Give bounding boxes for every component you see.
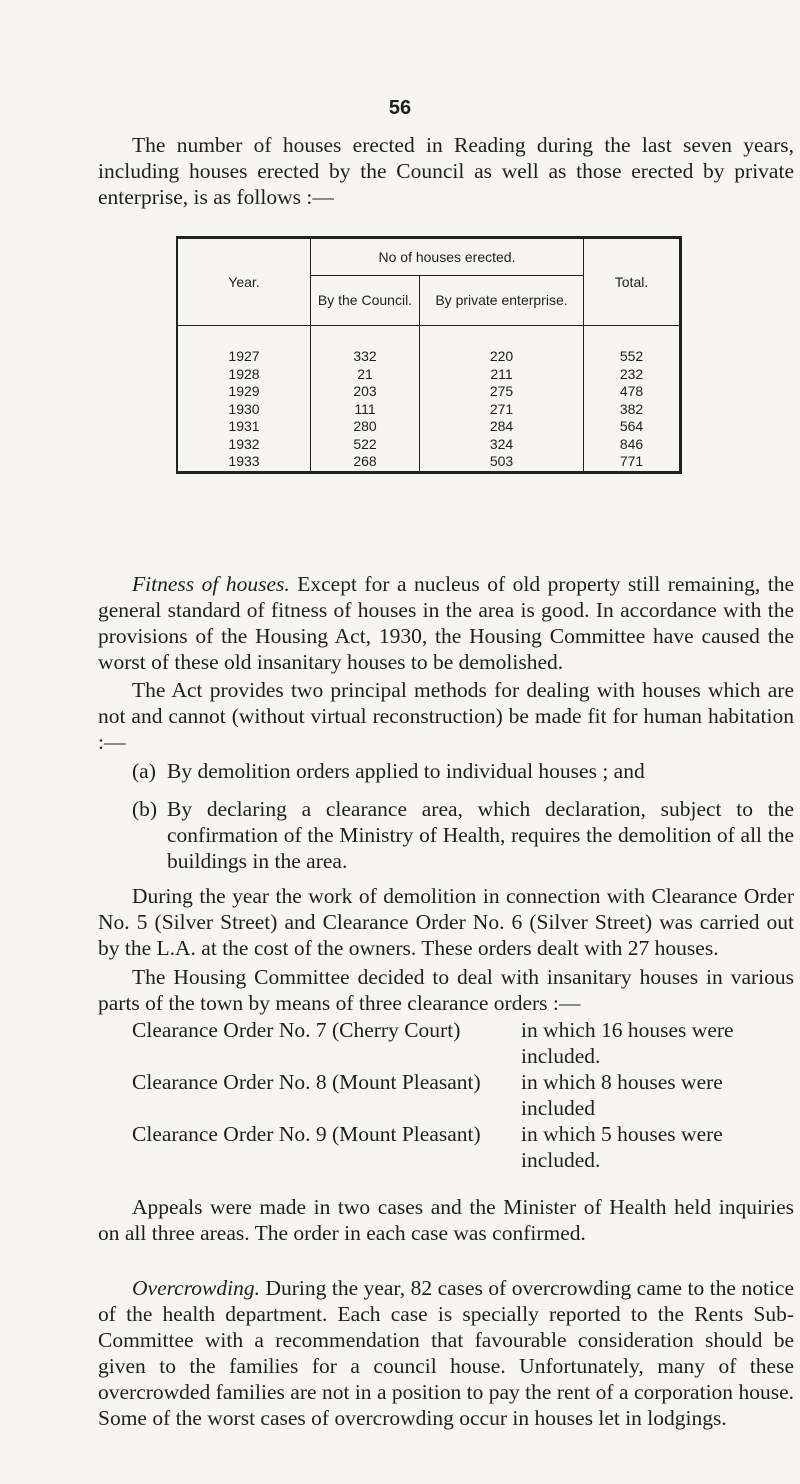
clearance-order-detail: in which 5 houses were included. — [521, 1122, 723, 1172]
cell-private: 284 — [420, 418, 584, 436]
cell-private: 271 — [420, 401, 584, 419]
method-marker: (a) — [132, 759, 156, 783]
demolition-paragraph: During the year the work of demolition in connection with Clearance Order No. 5 (Silver Street) and Clearance Order No. 6 (Silver Street) was carried out by the L.A. at the cost of the owners. These orders dealt with 27 houses. — [98, 884, 794, 960]
table-row — [177, 366, 681, 384]
cell-council: 111 — [311, 401, 420, 419]
cell-total: 232 — [584, 366, 681, 384]
clearance-order-detail: in which 16 houses were included. — [521, 1018, 734, 1068]
header-by-council: By the Council. — [311, 276, 420, 326]
cell-private: 220 — [420, 326, 584, 366]
cell-private: 211 — [420, 366, 584, 384]
appeals-paragraph: Appeals were made in two cases and the Minister of Health held inquiries on all three areas. The order in each case was confirmed. — [98, 1195, 794, 1245]
header-year: Year. — [177, 238, 311, 326]
method-text: By declaring a clearance area, which declaration, subject to the confirmation of the Ministry of Health, requires the demolition of all the buildings in the area. — [167, 797, 794, 873]
fitness-paragraph — [98, 571, 794, 675]
cell-council: 203 — [311, 383, 420, 401]
houses-erected-table — [176, 236, 682, 474]
table-row — [177, 453, 681, 472]
clearance-order-row — [132, 1069, 794, 1121]
clearance-order-row — [132, 1121, 794, 1173]
overcrowding-text: During the year, 82 cases of overcrowding came to the notice of the health department. Each case is specially reported to the Rents Sub-Committee with a recommendation that favourable consideration should be given to the families for a council house. Unfortunately, many of these overcrowded families are not in a position to pay the rent of a corporation house. Some of the worst cases of overcrowding occur in houses let in lodgings. — [98, 1276, 794, 1430]
cell-total: 382 — [584, 401, 681, 419]
cell-private: 324 — [420, 436, 584, 454]
table-row — [177, 418, 681, 436]
cell-council: 21 — [311, 366, 420, 384]
cell-year: 1930 — [228, 400, 260, 417]
clearance-order-name: Clearance Order No. 8 (Mount Pleasant) — [132, 1070, 481, 1094]
cell-council: 268 — [311, 453, 420, 472]
clearance-orders-list — [132, 1017, 794, 1173]
overcrowding-paragraph — [98, 1275, 794, 1431]
cell-year: 1932 — [228, 435, 260, 452]
fitness-text: Except for a nucleus of old property still remaining, the general standard of fitness of houses in the area is good. In accordance with the provisions of the Housing Act, 1930, the Housing Committee have caused the worst of these old insanitary houses to be demolished. — [98, 572, 794, 674]
cell-council: 332 — [311, 326, 420, 366]
housing-committee-paragraph: The Housing Committee decided to deal with insanitary houses in various parts of the town by means of three clearance orders :— — [98, 965, 794, 1015]
method-item — [132, 796, 794, 874]
overcrowding-heading: Overcrowding. — [132, 1276, 260, 1300]
header-by-private: By private enterprise. — [420, 276, 584, 326]
act-methods-paragraph: The Act provides two principal methods for dealing with houses which are not and cannot (without virtual reconstruction) be made fit for human habitation :— — [98, 678, 794, 754]
cell-private: 275 — [420, 383, 584, 401]
header-houses-erected: No of houses erected. — [311, 238, 584, 276]
method-item — [132, 758, 794, 784]
cell-year: 1928 — [228, 365, 260, 382]
cell-private: 503 — [420, 453, 584, 472]
table-row — [177, 401, 681, 419]
cell-council: 280 — [311, 418, 420, 436]
cell-total: 478 — [584, 383, 681, 401]
page-number: 56 — [388, 97, 412, 119]
method-text: By demolition orders applied to individual houses ; and — [167, 759, 645, 783]
cell-total: 846 — [584, 436, 681, 454]
cell-total: 564 — [584, 418, 681, 436]
cell-total: 552 — [584, 326, 681, 366]
table-row — [177, 326, 681, 366]
header-total: Total. — [584, 238, 681, 326]
clearance-order-name: Clearance Order No. 7 (Cherry Court) — [132, 1018, 461, 1042]
intro-paragraph: The number of houses erected in Reading during the last seven years, including houses erected by the Council as well as those erected by private enterprise, is as follows :— — [98, 133, 794, 209]
cell-year: 1931 — [228, 418, 260, 434]
cell-council: 522 — [311, 436, 420, 454]
fitness-heading: Fitness of houses. — [132, 572, 290, 596]
cell-year: 1929 — [228, 383, 260, 399]
clearance-order-row — [132, 1017, 794, 1069]
cell-total: 771 — [584, 453, 681, 472]
clearance-order-name: Clearance Order No. 9 (Mount Pleasant) — [132, 1122, 481, 1146]
method-marker: (b) — [132, 797, 158, 821]
table-row — [177, 436, 681, 454]
cell-year: 1927 — [228, 348, 260, 364]
clearance-order-detail: in which 8 houses were included — [521, 1070, 723, 1120]
table-row — [177, 383, 681, 401]
cell-year: 1933 — [228, 453, 260, 469]
